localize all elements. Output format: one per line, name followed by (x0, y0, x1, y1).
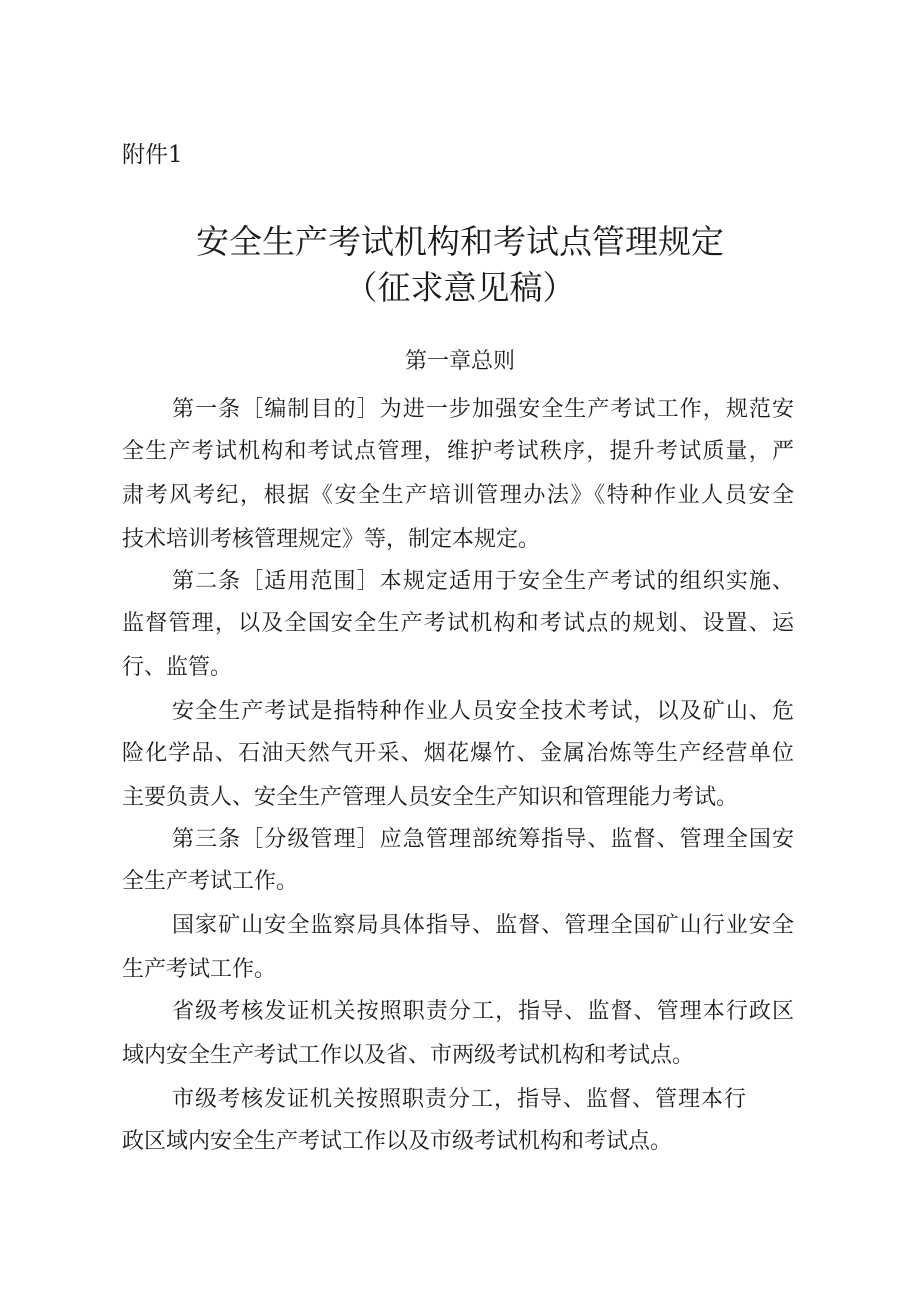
attachment-label: 附件1 (122, 142, 183, 168)
paragraph-line: 技术培训考核管理规定》等，制定本规定。 (122, 527, 541, 552)
paragraph-line: 市级考核发证机关按照职责分工，指导、监督、管理本行 (172, 1087, 746, 1112)
paragraph-line: 监督管理，以及全国安全生产考试机构和考试点的规划、设置、运 (122, 611, 794, 636)
chapter-heading: 第一章总则 (404, 349, 515, 374)
paragraph-line: 第二条［适用范围］本规定适用于安全生产考试的组织实施、 (172, 569, 794, 594)
paragraph-line: 肃考风考纪，根据《安全生产培训管理办法》《特种作业人员安全 (122, 483, 794, 508)
paragraph-line: 生产考试工作。 (122, 957, 277, 982)
document-title: 安全生产考试机构和考试点管理规定 (196, 222, 724, 261)
paragraph-line: 第三条［分级管理］应急管理部统筹指导、监督、管理全国安 (172, 827, 794, 852)
paragraph-line: 第一条［编制目的］为进一步加强安全生产考试工作，规范安 (172, 397, 794, 422)
paragraph-line: 险化学品、石油天然气开采、烟花爆竹、金属冶炼等生产经营单位 (122, 741, 794, 766)
paragraph-line: 行、监管。 (122, 655, 233, 680)
paragraph-line: 国家矿山安全监察局具体指导、监督、管理全国矿山行业安全 (172, 913, 794, 938)
paragraph-line: 主要负责人、安全生产管理人员安全生产知识和管理能力考试。 (122, 785, 739, 810)
paragraph-line: 全生产考试工作。 (122, 869, 299, 894)
paragraph-line: 省级考核发证机关按照职责分工，指导、监督、管理本行政区 (172, 999, 794, 1024)
paragraph-line: 域内安全生产考试工作以及省、市两级考试机构和考试点。 (122, 1043, 695, 1068)
paragraph-line: 政区域内安全生产考试工作以及市级考试机构和考试点。 (122, 1129, 673, 1154)
paragraph-line: 全生产考试机构和考试点管理，维护考试秩序，提升考试质量，严 (122, 439, 794, 464)
document-subtitle: （征求意见稿） (344, 268, 576, 307)
paragraph-line: 安全生产考试是指特种作业人员安全技术考试，以及矿山、危 (172, 699, 794, 724)
